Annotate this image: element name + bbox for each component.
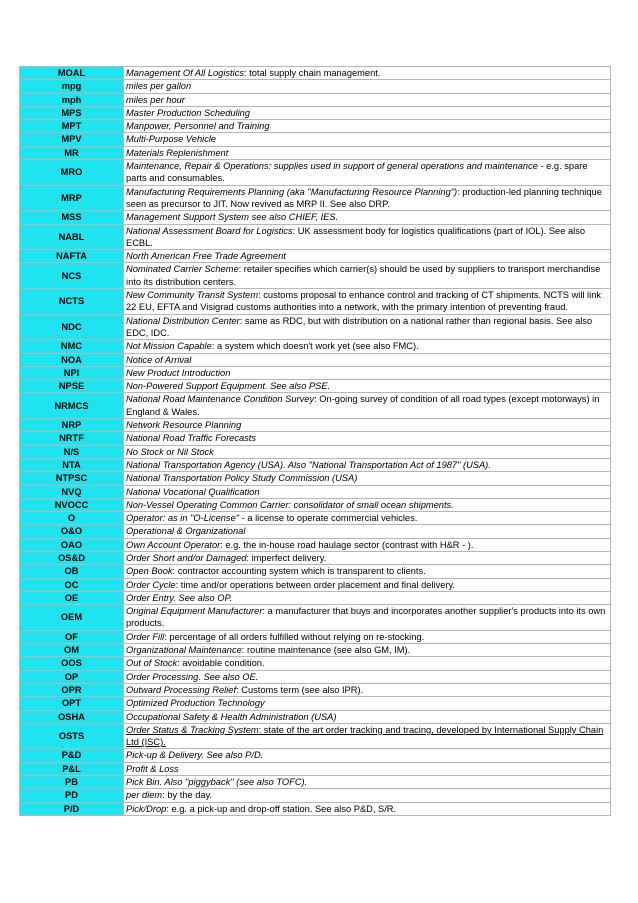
- definition-term: National Assessment Board for Logistics: [126, 225, 293, 236]
- definition-text: : e.g. a pick-up and drop-off station. See also P&D, S/R.: [166, 803, 397, 814]
- abbreviation-cell: NMC: [20, 340, 124, 353]
- table-row: [20, 314, 611, 340]
- definition-cell: [124, 683, 611, 696]
- abbreviation-cell: NABL: [20, 224, 124, 250]
- definition-cell: [124, 250, 611, 263]
- abbreviation-cell: NTPSC: [20, 472, 124, 485]
- abbreviation-cell: mpg: [20, 80, 124, 93]
- definition-cell: [124, 67, 611, 80]
- abbreviation-cell: MRP: [20, 185, 124, 211]
- abbreviation-cell: NVQ: [20, 485, 124, 498]
- definition-cell: [124, 565, 611, 578]
- abbreviation-cell: MRO: [20, 160, 124, 186]
- abbreviation-cell: OM: [20, 644, 124, 657]
- table-row: [20, 160, 611, 186]
- table-row: [20, 538, 611, 551]
- table-row: [20, 250, 611, 263]
- abbreviation-cell: OS&D: [20, 551, 124, 564]
- abbreviation-cell: NAFTA: [20, 250, 124, 263]
- definition-cell: [124, 419, 611, 432]
- abbreviation-cell: OEM: [20, 605, 124, 631]
- abbreviation-cell: OE: [20, 591, 124, 604]
- definition-cell: [124, 789, 611, 802]
- definition-term: Optimized Production Technology: [126, 698, 265, 709]
- table-row: [20, 498, 611, 511]
- definition-cell: [124, 485, 611, 498]
- definition-term: National Distribution Center: [126, 315, 240, 326]
- abbreviation-cell: OF: [20, 630, 124, 643]
- definition-cell: [124, 263, 611, 289]
- abbreviation-cell: MPV: [20, 133, 124, 146]
- table-row: [20, 605, 611, 631]
- definition-cell: [124, 591, 611, 604]
- definition-term: Nominated Carrier Scheme: [126, 264, 239, 275]
- table-row: [20, 340, 611, 353]
- abbreviation-cell: N/S: [20, 445, 124, 458]
- table-row: [20, 657, 611, 670]
- definition-cell: [124, 762, 611, 775]
- definition-term: New Community Transit System: [126, 290, 259, 301]
- definition-term: Multi-Purpose Vehicle: [126, 134, 217, 145]
- abbreviation-cell: OOS: [20, 657, 124, 670]
- table-row: [20, 445, 611, 458]
- abbreviation-cell: MPS: [20, 106, 124, 119]
- table-row: [20, 224, 611, 250]
- abbreviation-cell: P&L: [20, 762, 124, 775]
- table-row: [20, 512, 611, 525]
- definition-text: : state of the art order tracking and tracing, developed by International Supply Chain Ltd (ISC).: [126, 724, 604, 748]
- definition-text: - a license to operate commercial vehicles.: [239, 513, 418, 524]
- abbreviation-cell: OSTS: [20, 723, 124, 749]
- definition-term: Order Status & Tracking System: [126, 724, 259, 735]
- definition-cell: [124, 697, 611, 710]
- definition-cell: [124, 445, 611, 458]
- definition-cell: [124, 551, 611, 564]
- definition-term: National Road Traffic Forecasts: [126, 433, 257, 444]
- definition-term: Order Entry. See also OP.: [126, 592, 233, 603]
- abbreviation-cell: NRP: [20, 419, 124, 432]
- table-row: [20, 67, 611, 80]
- definition-term: Management Of All Logistics: [126, 68, 244, 78]
- abbreviation-cell: NPI: [20, 366, 124, 379]
- definition-cell: [124, 146, 611, 159]
- definition-term: North American Free Trade Agreement: [126, 251, 286, 262]
- definition-term: Master Production Scheduling: [126, 107, 251, 118]
- abbreviation-cell: NDC: [20, 314, 124, 340]
- definition-cell: [124, 120, 611, 133]
- definition-cell: [124, 776, 611, 789]
- definition-term: Operational & Organizational: [126, 526, 246, 537]
- definition-term: Out of Stock: [126, 658, 178, 669]
- abbreviation-cell: MSS: [20, 211, 124, 224]
- definition-cell: [124, 512, 611, 525]
- definition-term: Organizational Maintenance: [126, 645, 242, 656]
- table-row: [20, 146, 611, 159]
- definition-text: : same as RDC, but with distribution on a national rather than regional basis. See also EDC, IDC.: [126, 315, 593, 338]
- table-row: [20, 93, 611, 106]
- definition-cell: [124, 289, 611, 315]
- definition-term: National Transportation Agency (USA). Also "National Transportation Act of 1987" (USA).: [126, 459, 491, 470]
- definition-term: Own Account Operator: [126, 539, 221, 550]
- definition-cell: [124, 525, 611, 538]
- table-row: [20, 710, 611, 723]
- abbreviation-cell: MPT: [20, 120, 124, 133]
- definition-term: Original Equipment Manufacturer: [126, 606, 263, 617]
- definition-text: : percentage of all orders fulfilled without relying on re-stocking.: [164, 631, 425, 642]
- glossary-table: [19, 66, 611, 816]
- definition-term: Network Resource Planning: [126, 420, 242, 431]
- definition-cell: [124, 802, 611, 815]
- definition-term: Order Cycle: [126, 579, 176, 590]
- definition-text: : a manufacturer that buys and incorporates another supplier's products into its own products.: [126, 606, 606, 629]
- table-row: [20, 723, 611, 749]
- definition-text: : e.g. the in-house road haulage sector (contrast with H&R - ).: [220, 539, 474, 550]
- definition-cell: [124, 80, 611, 93]
- abbreviation-cell: NCS: [20, 263, 124, 289]
- definition-term: miles per gallon: [126, 81, 192, 92]
- definition-cell: [124, 211, 611, 224]
- table-row: [20, 289, 611, 315]
- definition-term: Profit & Loss: [126, 763, 179, 774]
- abbreviation-cell: PD: [20, 789, 124, 802]
- definition-cell: [124, 106, 611, 119]
- definition-term: Notice of Arrival: [126, 354, 192, 365]
- definition-text: : routine maintenance (see also GM, IM).: [241, 645, 411, 656]
- abbreviation-cell: NCTS: [20, 289, 124, 315]
- definition-term: Materials Replenishment: [126, 147, 229, 158]
- definition-term: No Stock or Nil Stock: [126, 446, 214, 457]
- definition-term: Non-Vessel Operating Common Carrier: consolidator of small ocean shipments.: [126, 499, 454, 510]
- table-row: [20, 133, 611, 146]
- table-row: [20, 789, 611, 802]
- table-row: [20, 419, 611, 432]
- definition-cell: [124, 657, 611, 670]
- definition-cell: [124, 380, 611, 393]
- definition-text: : retailer specifies which carrier(s) should be used by suppliers to transport merchandise into its distribution centers.: [126, 264, 601, 287]
- table-row: [20, 393, 611, 419]
- definition-cell: [124, 314, 611, 340]
- definition-term: Manpower, Personnel and Training: [126, 121, 270, 132]
- abbreviation-cell: MOAL: [20, 67, 124, 80]
- abbreviation-cell: O&O: [20, 525, 124, 538]
- abbreviation-cell: OAO: [20, 538, 124, 551]
- definition-text: : total supply chain management.: [244, 68, 381, 78]
- table-row: [20, 380, 611, 393]
- definition-term: Order Short and/or Damaged: [126, 552, 247, 563]
- definition-cell: [124, 93, 611, 106]
- table-row: [20, 683, 611, 696]
- table-row: [20, 565, 611, 578]
- definition-term: Pick-up & Delivery. See also P/D.: [126, 750, 264, 761]
- table-row: [20, 211, 611, 224]
- definition-text: : by the day.: [162, 790, 213, 801]
- definition-text: : avoidable condition.: [177, 658, 265, 669]
- table-row: [20, 263, 611, 289]
- table-row: [20, 697, 611, 710]
- definition-cell: [124, 432, 611, 445]
- definition-term: Maintenance, Repair & Operations: supplies used in support of general operations and maintenance: [126, 161, 538, 172]
- abbreviation-cell: OPR: [20, 683, 124, 696]
- definition-text: : Customs term (see also IPR).: [236, 684, 364, 695]
- definition-term: Non-Powered Support Equipment. See also PSE.: [126, 381, 331, 392]
- abbreviation-cell: P&D: [20, 749, 124, 762]
- definition-cell: [124, 185, 611, 211]
- definition-cell: [124, 366, 611, 379]
- definition-text: : production-led planning technique seen as precursor to JIT. Now revived as MRP II. See also DRP.: [126, 186, 602, 209]
- abbreviation-cell: mph: [20, 93, 124, 106]
- table-row: [20, 644, 611, 657]
- definition-term: Order Processing. See also OE.: [126, 671, 259, 682]
- table-row: [20, 485, 611, 498]
- definition-term: Pick Bin. Also "piggyback" (see also TOFC).: [126, 777, 308, 788]
- definition-cell: [124, 670, 611, 683]
- abbreviation-cell: NRTF: [20, 432, 124, 445]
- definition-text: - e.g. spare parts and consumables.: [126, 161, 588, 184]
- abbreviation-cell: MR: [20, 146, 124, 159]
- definition-cell: [124, 353, 611, 366]
- definition-cell: [124, 340, 611, 353]
- definition-cell: [124, 644, 611, 657]
- definition-cell: [124, 538, 611, 551]
- table-row: [20, 185, 611, 211]
- definition-term: Occupational Safety & Health Administration (USA): [126, 711, 337, 722]
- table-row: [20, 366, 611, 379]
- definition-cell: [124, 723, 611, 749]
- definition-term: miles per hour: [126, 94, 185, 105]
- definition-term: Not Mission Capable: [126, 341, 212, 352]
- definition-cell: [124, 160, 611, 186]
- table-row: [20, 458, 611, 471]
- table-row: [20, 551, 611, 564]
- table-row: [20, 353, 611, 366]
- definition-text: : contractor accounting system which is transparent to clients.: [172, 566, 426, 577]
- table-row: [20, 749, 611, 762]
- table-row: [20, 802, 611, 815]
- definition-cell: [124, 133, 611, 146]
- definition-cell: [124, 224, 611, 250]
- definition-cell: [124, 630, 611, 643]
- table-row: [20, 578, 611, 591]
- definition-term: Outward Processing Relief: [126, 684, 237, 695]
- definition-text: : imperfect delivery.: [246, 552, 327, 563]
- definition-term: Open Book: [126, 566, 173, 577]
- definition-cell: [124, 393, 611, 419]
- definition-cell: [124, 498, 611, 511]
- definition-cell: [124, 472, 611, 485]
- abbreviation-cell: PB: [20, 776, 124, 789]
- definition-term: Manufacturing Requirements Planning (aka "Manufacturing Resource Planning"): [126, 186, 458, 197]
- definition-cell: [124, 458, 611, 471]
- definition-cell: [124, 605, 611, 631]
- table-row: [20, 630, 611, 643]
- definition-text: : a system which doesn't work yet (see also FMC).: [211, 341, 419, 352]
- table-row: [20, 762, 611, 775]
- definition-text: : customs proposal to enhance control and tracking of CT shipments. NCTS will link 22 EU, EFTA and Visigrad customs authorities into a network, with the primary intention of preventing fraud.: [126, 290, 602, 313]
- definition-term: National Road Maintenance Condition Survey: [126, 394, 315, 405]
- definition-term: Operator: as in "O-License": [126, 513, 240, 524]
- definition-term: National Transportation Policy Study Commission (USA): [126, 473, 358, 484]
- definition-cell: [124, 578, 611, 591]
- abbreviation-cell: P/D: [20, 802, 124, 815]
- definition-cell: [124, 749, 611, 762]
- abbreviation-cell: OC: [20, 578, 124, 591]
- table-row: [20, 670, 611, 683]
- abbreviation-cell: NRMCS: [20, 393, 124, 419]
- abbreviation-cell: OB: [20, 565, 124, 578]
- definition-cell: [124, 710, 611, 723]
- definition-text: : time and/or operations between order placement and final delivery.: [175, 579, 456, 590]
- abbreviation-cell: OPT: [20, 697, 124, 710]
- table-row: [20, 432, 611, 445]
- abbreviation-cell: NOA: [20, 353, 124, 366]
- table-row: [20, 80, 611, 93]
- table-row: [20, 120, 611, 133]
- abbreviation-cell: O: [20, 512, 124, 525]
- table-row: [20, 106, 611, 119]
- abbreviation-cell: OP: [20, 670, 124, 683]
- table-row: [20, 472, 611, 485]
- definition-text: : UK assessment body for logistics qualifications (part of IOL). See also ECBL.: [126, 225, 586, 248]
- definition-term: Order Fill: [126, 631, 165, 642]
- abbreviation-cell: NTA: [20, 458, 124, 471]
- definition-term: Management Support System see also CHIEF, IES.: [126, 212, 339, 223]
- definition-term: National Vocational Qualification: [126, 486, 260, 497]
- glossary-body: [20, 67, 611, 816]
- definition-term: Pick/Drop: [126, 803, 167, 814]
- abbreviation-cell: NVOCC: [20, 498, 124, 511]
- definition-text: : On-going survey of condition of all road types (except motorways) in England & Wales.: [126, 394, 600, 417]
- table-row: [20, 776, 611, 789]
- definition-term: per diem: [126, 790, 163, 801]
- table-row: [20, 525, 611, 538]
- definition-term: New Product Introduction: [126, 367, 231, 378]
- table-row: [20, 591, 611, 604]
- abbreviation-cell: OSHA: [20, 710, 124, 723]
- abbreviation-cell: NPSE: [20, 380, 124, 393]
